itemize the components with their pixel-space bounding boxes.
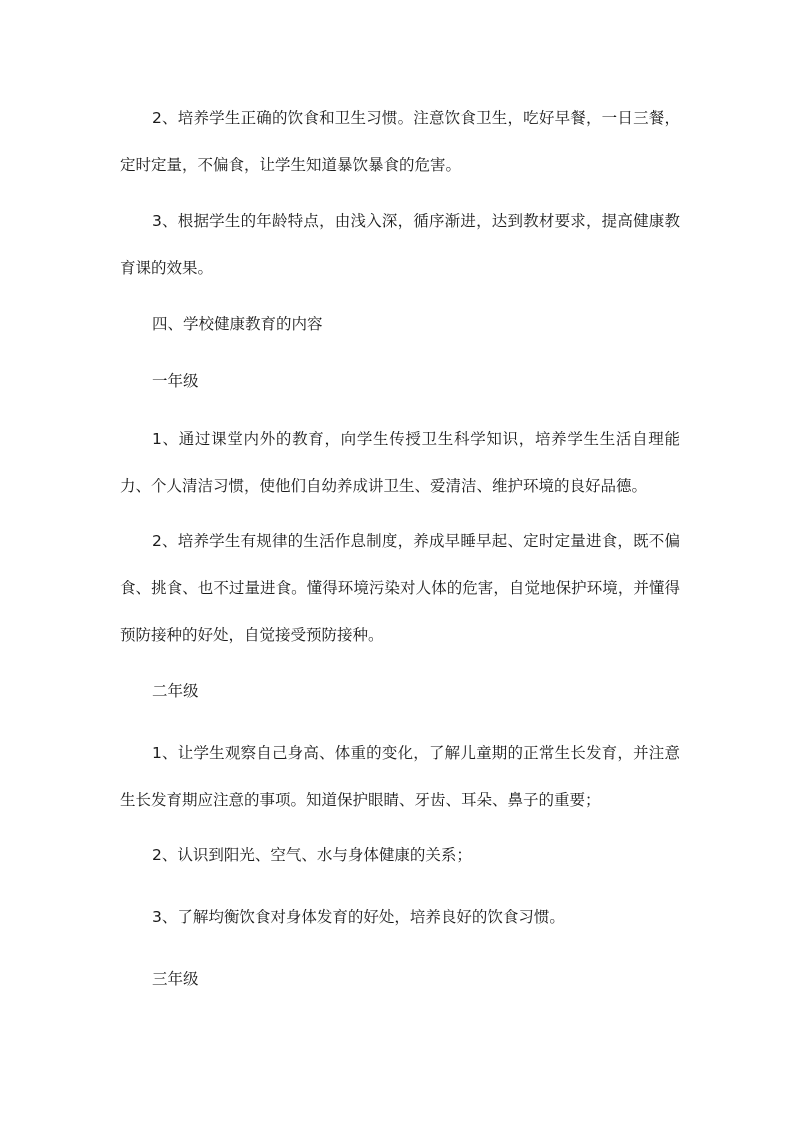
- grade2-heading: 二年级: [152, 682, 199, 700]
- grade1-heading: 一年级: [152, 372, 199, 390]
- grade3-heading: 三年级: [152, 970, 199, 988]
- grade2-item-2: 2、认识到阳光、空气、水与身体健康的关系；: [152, 846, 472, 864]
- grade2-item-3: 3、了解均衡饮食对身体发育的好处，培养良好的饮食习惯。: [152, 908, 565, 926]
- paragraph-intro-2: 2、培养学生正确的饮食和卫生习惯。注意饮食卫生，吃好早餐，一日三餐，定时定量，不偏食，让学生知道暴饮暴食的危害。: [120, 109, 680, 174]
- paragraph-intro-3: 3、根据学生的年龄特点，由浅入深，循序渐进，达到教材要求，提高健康教育课的效果。: [120, 212, 680, 277]
- section-heading: 四、学校健康教育的内容: [152, 315, 323, 333]
- grade1-item-1: 1、通过课堂内外的教育，向学生传授卫生科学知识，培养学生生活自理能力、个人清洁习惯，使他们自幼养成讲卫生、爱清洁、维护环境的良好品德。: [120, 430, 680, 495]
- grade2-item-1: 1、让学生观察自己身高、体重的变化，了解儿童期的正常生长发育，并注意生长发育期应注意的事项。知道保护眼睛、牙齿、耳朵、鼻子的重要；: [120, 744, 680, 809]
- grade1-item-2: 2、培养学生有规律的生活作息制度，养成早睡早起、定时定量进食，既不偏食、挑食、也不过量进食。懂得环境污染对人体的危害，自觉地保护环境，并懂得预防接种的好处，自觉接受预防接种。: [120, 532, 680, 644]
